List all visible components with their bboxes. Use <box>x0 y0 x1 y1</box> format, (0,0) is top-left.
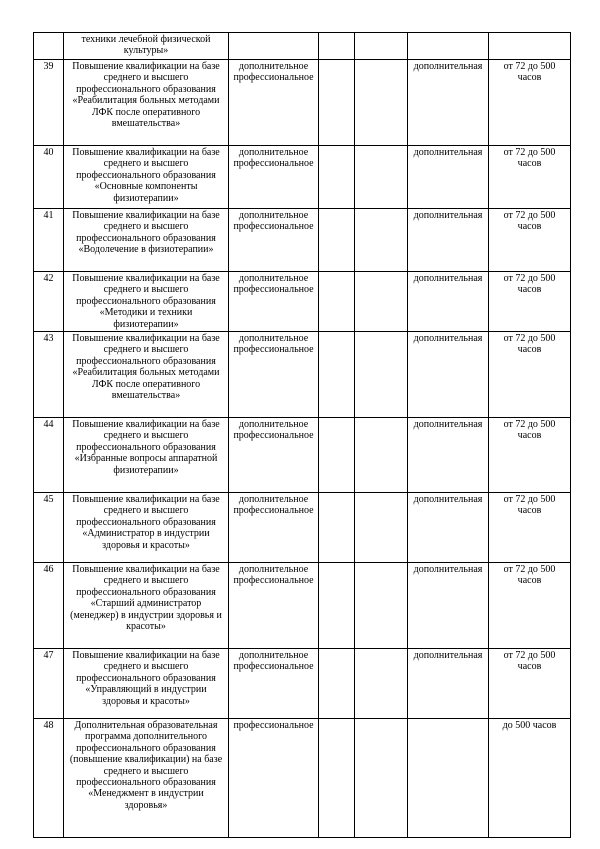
program-type: дополнительная <box>408 493 489 563</box>
table-row <box>34 272 571 332</box>
empty-cell <box>355 719 408 838</box>
program-duration: от 72 до 500 часов <box>489 60 571 146</box>
education-kind: дополнительное профессиональное <box>229 418 319 493</box>
table-row <box>34 493 571 563</box>
program-name: Дополнительная образовательная программа дополнительного профессионального образования (повышение квалификации) на базе среднего и высшего профессионального образования «Менеджмент в индустрии здоровья» <box>64 719 229 838</box>
program-duration: от 72 до 500 часов <box>489 418 571 493</box>
table-row <box>34 332 571 418</box>
program-name: Повышение квалификации на базе среднего и высшего профессионального образования «Администратор в индустрии здоровья и красоты» <box>64 493 229 563</box>
education-kind <box>229 33 319 60</box>
row-number <box>34 33 64 60</box>
program-name: Повышение квалификации на базе среднего и высшего профессионального образования «Старший администратор (менеджер) в индустрии здоровья и красоты» <box>64 563 229 649</box>
program-duration: от 72 до 500 часов <box>489 332 571 418</box>
table-row <box>34 563 571 649</box>
empty-cell <box>319 33 355 60</box>
program-type: дополнительная <box>408 60 489 146</box>
empty-cell <box>319 146 355 209</box>
table-row <box>34 418 571 493</box>
empty-cell <box>355 33 408 60</box>
program-duration: до 500 часов <box>489 719 571 838</box>
empty-cell <box>355 649 408 719</box>
empty-cell <box>319 493 355 563</box>
table-row <box>34 60 571 146</box>
program-type: дополнительная <box>408 272 489 332</box>
program-type: дополнительная <box>408 563 489 649</box>
empty-cell <box>355 209 408 272</box>
empty-cell <box>319 719 355 838</box>
education-kind: дополнительное профессиональное <box>229 272 319 332</box>
empty-cell <box>319 332 355 418</box>
empty-cell <box>355 418 408 493</box>
education-kind: профессиональное <box>229 719 319 838</box>
empty-cell <box>355 146 408 209</box>
program-duration: от 72 до 500 часов <box>489 209 571 272</box>
empty-cell <box>319 60 355 146</box>
program-duration: от 72 до 500 часов <box>489 649 571 719</box>
program-duration: от 72 до 500 часов <box>489 146 571 209</box>
table-row <box>34 33 571 60</box>
row-number: 45 <box>34 493 64 563</box>
row-number: 48 <box>34 719 64 838</box>
education-kind: дополнительное профессиональное <box>229 209 319 272</box>
empty-cell <box>355 332 408 418</box>
empty-cell <box>319 563 355 649</box>
empty-cell <box>355 563 408 649</box>
table-row <box>34 719 571 838</box>
row-number: 47 <box>34 649 64 719</box>
program-duration: от 72 до 500 часов <box>489 272 571 332</box>
program-type: дополнительная <box>408 418 489 493</box>
education-kind: дополнительное профессиональное <box>229 146 319 209</box>
table-row <box>34 209 571 272</box>
program-name: Повышение квалификации на базе среднего и высшего профессионального образования «Избранные вопросы аппаратной физиотерапии» <box>64 418 229 493</box>
program-duration: от 72 до 500 часов <box>489 563 571 649</box>
program-name: Повышение квалификации на базе среднего и высшего профессионального образования «Основные компоненты физиотерапии» <box>64 146 229 209</box>
empty-cell <box>319 272 355 332</box>
row-number: 41 <box>34 209 64 272</box>
row-number: 40 <box>34 146 64 209</box>
row-number: 42 <box>34 272 64 332</box>
row-number: 43 <box>34 332 64 418</box>
program-name: Повышение квалификации на базе среднего и высшего профессионального образования «Управляющий в индустрии здоровья и красоты» <box>64 649 229 719</box>
empty-cell <box>319 209 355 272</box>
empty-cell <box>355 493 408 563</box>
education-kind: дополнительное профессиональное <box>229 332 319 418</box>
program-name: Повышение квалификации на базе среднего и высшего профессионального образования «Водолечение в физиотерапии» <box>64 209 229 272</box>
program-type: дополнительная <box>408 649 489 719</box>
programs-table <box>33 32 571 838</box>
row-number: 46 <box>34 563 64 649</box>
program-name: Повышение квалификации на базе среднего и высшего профессионального образования «Методики и техники физиотерапии» <box>64 272 229 332</box>
education-kind: дополнительное профессиональное <box>229 60 319 146</box>
row-number: 39 <box>34 60 64 146</box>
program-type: дополнительная <box>408 332 489 418</box>
empty-cell <box>355 60 408 146</box>
row-number: 44 <box>34 418 64 493</box>
program-type <box>408 33 489 60</box>
program-name: Повышение квалификации на базе среднего и высшего профессионального образования «Реабилитация больных методами ЛФК после оперативного вмешательства» <box>64 60 229 146</box>
program-type <box>408 719 489 838</box>
table-row <box>34 649 571 719</box>
program-name: техники лечебной физической культуры» <box>64 33 229 60</box>
empty-cell <box>319 649 355 719</box>
empty-cell <box>355 272 408 332</box>
program-name: Повышение квалификации на базе среднего и высшего профессионального образования «Реабилитация больных методами ЛФК после оперативного вмешательства» <box>64 332 229 418</box>
program-type: дополнительная <box>408 209 489 272</box>
education-kind: дополнительное профессиональное <box>229 563 319 649</box>
education-kind: дополнительное профессиональное <box>229 493 319 563</box>
program-type: дополнительная <box>408 146 489 209</box>
education-kind: дополнительное профессиональное <box>229 649 319 719</box>
program-duration: от 72 до 500 часов <box>489 493 571 563</box>
program-duration <box>489 33 571 60</box>
table-row <box>34 146 571 209</box>
empty-cell <box>319 418 355 493</box>
